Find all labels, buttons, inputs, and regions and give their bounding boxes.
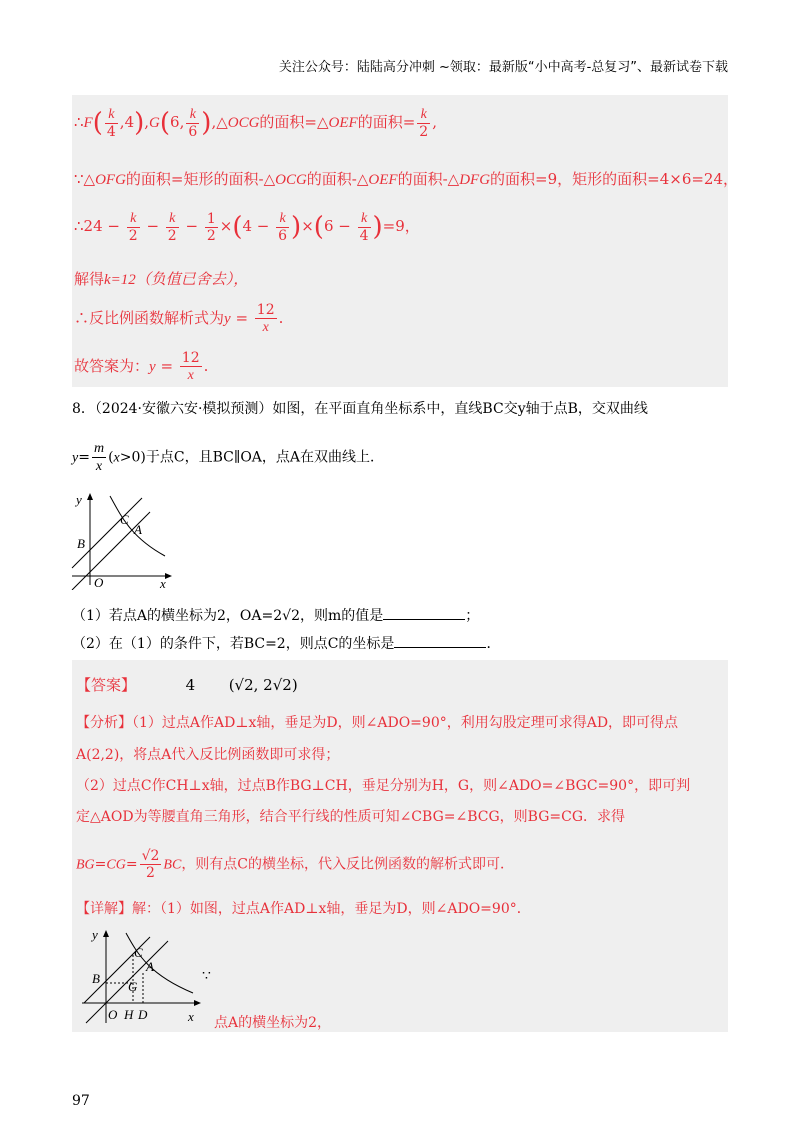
analysis-line-4: 定△AOD为等腰直角三角形，结合平行线的性质可知∠CBG=∠BCG，则BG=CG．求得 bbox=[76, 809, 626, 825]
detail-after: 点A的横坐标为2， bbox=[214, 1015, 332, 1031]
svg-text:A: A bbox=[146, 959, 154, 974]
svg-text:x: x bbox=[188, 1009, 194, 1024]
svg-text:H: H bbox=[124, 1007, 134, 1022]
q8-line-1: 8．（2024·安徽六安·模拟预测）如图，在平面直角坐标系中，直线BC交y轴于点B，交双曲线 bbox=[72, 401, 648, 417]
detail-line: 【详解】解：（1）如图，过点A作AD⊥x轴，垂足为D，则∠ADO=90°． bbox=[76, 901, 531, 917]
prev-line-3: ∴24 − $\frac{k}{2}$ − $\frac{k}{2}$ − $\frac{1}{2}$ ×(4 − $\frac{k}{6}$ )×(6 − $\frac{k}{4}$ )=9， bbox=[74, 210, 420, 244]
prev-line-6: 故答案为：y = $\frac{12}{x}$ . bbox=[74, 350, 209, 383]
svg-text:O: O bbox=[94, 575, 104, 590]
svg-text:C: C bbox=[120, 512, 129, 527]
analysis-line-1: 【分析】（1）过点A作AD⊥x轴，垂足为D，则∠ADO=90°，利用勾股定理可求得AD，即可得点 bbox=[76, 715, 679, 731]
question-figure bbox=[70, 490, 180, 590]
q8-line-2: y= $\frac{m}{x}$ (x>0)于点C，且BC∥OA，点A在双曲线上． bbox=[72, 441, 385, 474]
svg-text:B: B bbox=[77, 536, 85, 551]
answer-line: 【答案】 4 (√2, 2√2) bbox=[76, 676, 298, 694]
svg-text:y: y bbox=[92, 927, 98, 942]
q8-sub-2: （2）在（1）的条件下，若BC=2，则点C的坐标是 ． bbox=[72, 636, 501, 652]
svg-text:D: D bbox=[138, 1007, 148, 1022]
q8-sub-1: （1）若点A的横坐标为2，OA=2√2，则m的值是 ； bbox=[72, 608, 480, 624]
prev-line-1: ∴F( $\frac{k}{4}$ ,4),G(6, $\frac{k}{6}$ ),△OCG的面积=△OEF的面积= $\frac{k}{2}$ , bbox=[74, 107, 437, 140]
answer-blank-2[interactable] bbox=[394, 635, 486, 648]
svg-text:G: G bbox=[128, 979, 138, 994]
because-symbol: ∵ bbox=[202, 968, 211, 984]
prev-line-5: ∴反比例函数解析式为y = $\frac{12}{x}$ . bbox=[74, 302, 284, 335]
analysis-line-3: （2）过点C作CH⊥x轴，过点B作BG⊥CH，垂足分别为H，G，则∠ADO=∠BGC=90°，即可判 bbox=[76, 778, 691, 794]
svg-text:x: x bbox=[160, 576, 166, 590]
svg-text:O: O bbox=[108, 1007, 118, 1022]
svg-text:C: C bbox=[134, 945, 143, 960]
svg-text:B: B bbox=[92, 971, 100, 986]
analysis-line-2: A(2,2)，将点A代入反比例函数即可求得； bbox=[76, 747, 340, 763]
prev-line-4: 解得k=12（负值已舍去）， bbox=[74, 270, 249, 288]
solution-figure bbox=[78, 925, 208, 1025]
page-number: 97 bbox=[72, 1093, 90, 1109]
svg-text:y: y bbox=[76, 492, 82, 507]
page-header: 关注公众号：陆陆高分冲刺 ~领取：最新版“小中高考-总复习”、最新试卷下载 bbox=[278, 60, 728, 75]
svg-text:A: A bbox=[134, 522, 142, 537]
prev-line-2: ∵△OFG的面积=矩形的面积-△OCG的面积-△OEF的面积-△DFG的面积=9，矩形的面积=4×6=24， bbox=[74, 170, 739, 188]
analysis-line-5: BG=CG= $\frac{√2}{2}$ BC，则有点C的横坐标，代入反比例函数的解析式即可． bbox=[76, 848, 515, 881]
answer-blank-1[interactable] bbox=[383, 607, 465, 620]
